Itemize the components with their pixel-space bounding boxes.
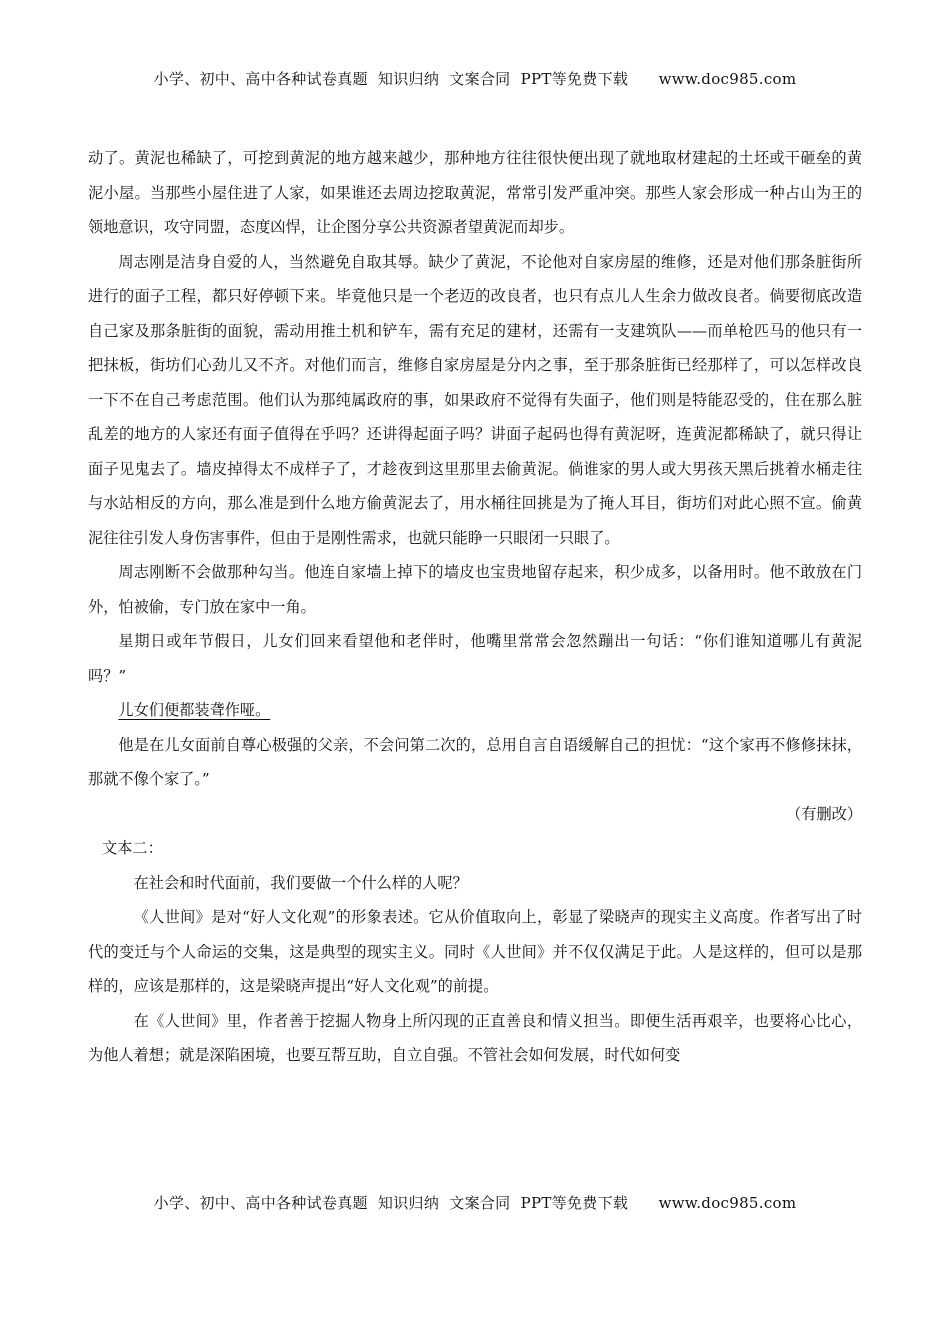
- paragraph: 周志刚断不会做那种勾当。他连自家墙上掉下的墙皮也宝贵地留存起来，积少成多，以备用时。他不敢放在门外，怕被偷，专门放在家中一角。: [88, 563, 862, 616]
- paragraph-underlined: [88, 693, 862, 728]
- paragraph: 在《人世间》里，作者善于挖掘人物身上所闪现的正直善良和情义担当。即便生活再艰辛，也要将心比心，为他人着想；就是深陷困境，也要互帮互助，自立自强。不管社会如何发展，时代如何变: [88, 1011, 862, 1064]
- paragraph: 在社会和时代面前，我们要做一个什么样的人呢？: [133, 873, 468, 892]
- paragraph: 周志刚是洁身自爱的人，当然避免自取其辱。缺少了黄泥，不论他对自家房屋的维修，还是对他们那条脏街所进行的面子工程，都只好停顿下来。毕竟他只是一个老迈的改良者，也只有点儿人生余力做改良者。倘要彻底改造自己家及那条脏街的面貌，需动用推土机和铲车，需有充足的建材，还需有一支建筑队——而单枪匹马的他只有一把抹板，街坊们心劲儿又不齐。对他们而言，维修自家房屋是分内之事，至于那条脏街已经那样了，可以怎样改良一下不在自己考虑范围。他们认为那纯属政府的事，如果政府不觉得有失面子，他们则是特能忍受的，住在那么脏乱差的地方的人家还有面子值得在乎吗？还讲得起面子吗？讲面子起码也得有黄泥呀，连黄泥都稀缺了，就只得让面子见鬼去了。墙皮掉得太不成样子了，才趁夜到这里那里去偷黄泥。倘谁家的男人或大男孩天黑后挑着水桶走往与水站相反的方向，那么准是到什么地方偷黄泥去了，用水桶往回挑是为了掩人耳目，街坊们对此心照不宣。偷黄泥往往引发人身伤害事件，但由于是刚性需求，也就只能睁一只眼闭一只眼了。: [88, 252, 862, 547]
- page-header: 小学、初中、高中各种试卷真题 知识归纳 文案合同 PPT等免费下载 www.doc985.com: [153, 70, 797, 88]
- paragraph: 他是在儿女面前自尊心极强的父亲，不会问第二次的，总用自言自语缓解自己的担忧：“这个家再不修修抹抹，那就不像个家了。”: [88, 735, 862, 788]
- document-body: [88, 141, 862, 1073]
- text-two-label: 文本二：: [102, 839, 163, 857]
- edit-note: （有删改）: [786, 804, 862, 823]
- paragraph: 动了。黄泥也稀缺了，可挖到黄泥的地方越来越少，那种地方往往很快便出现了就地取材建起的土坯或干砸垒的黄泥小屋。当那些小屋住进了人家，如果谁还去周边挖取黄泥，常常引发严重冲突。那些人家会形成一种占山为王的领地意识，攻守同盟，态度凶悍，让企图分享公共资源者望黄泥而却步。: [88, 149, 862, 236]
- paragraph: 《人世间》是对“好人文化观”的形象表述。它从价值取向上，彰显了梁晓声的现实主义高度。作者写出了时代的变迁与个人命运的交集，这是典型的现实主义。同时《人世间》并不仅仅满足于此。人是这样的，但可以是那样的，应该是那样的，这是梁晓声提出“好人文化观”的前提。: [88, 908, 862, 995]
- paragraph: 星期日或年节假日，儿女们回来看望他和老伴时，他嘴里常常会忽然蹦出一句话：“你们谁知道哪儿有黄泥吗？”: [88, 632, 862, 685]
- underlined-sentence: 儿女们便都装聋作哑。: [118, 701, 271, 719]
- page-footer: 小学、初中、高中各种试卷真题 知识归纳 文案合同 PPT等免费下载 www.doc985.com: [153, 1194, 797, 1212]
